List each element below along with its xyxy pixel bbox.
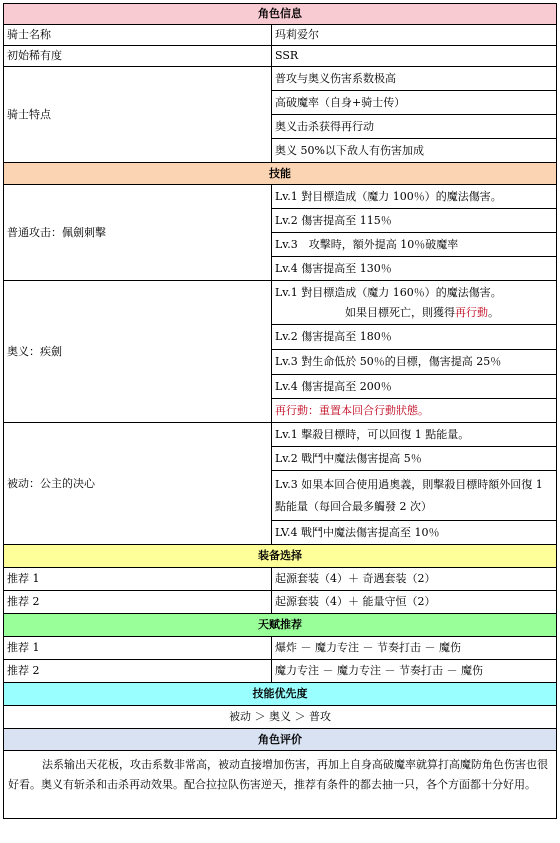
priority-value: 被动 ＞ 奥义 ＞ 普攻 bbox=[4, 706, 557, 729]
trait-item: 高破魔率（自身+骑士传） bbox=[272, 91, 557, 115]
skill-line: Lv.4 傷害提高至 200％ bbox=[272, 375, 557, 399]
trait-item: 奥义 50%以下敌人有伤害加成 bbox=[272, 139, 557, 163]
talent-value: 爆炸 － 魔力专注 － 节奏打击 － 魔伤 bbox=[272, 637, 557, 660]
equip-value: 起源套装（4）＋ 奇遇套装（2） bbox=[272, 568, 557, 591]
section-header-equip: 装备选择 bbox=[4, 545, 557, 568]
section-header-talent: 天赋推荐 bbox=[4, 614, 557, 637]
extra-action-note: 再行動：重置本回合行動狀態。 bbox=[272, 399, 557, 423]
ultimate-label: 奥义：疾劍 bbox=[4, 281, 272, 423]
name-label: 骑士名称 bbox=[4, 25, 272, 46]
trait-item: 普攻与奥义伤害系数极高 bbox=[272, 67, 557, 91]
talent-label: 推荐 1 bbox=[4, 637, 272, 660]
skill-line: Lv.3 如果本回合使用過奧義，則擊殺目標時額外回復 1 點能量（每回合最多觸發 2 次） bbox=[272, 471, 557, 521]
talent-label: 推荐 2 bbox=[4, 660, 272, 683]
trait-item: 奥义击杀获得再行动 bbox=[272, 115, 557, 139]
guide-table bbox=[3, 3, 557, 819]
skill-line: Lv.3 對生命低於 50％的目標，傷害提高 25％ bbox=[272, 350, 557, 375]
skill-line bbox=[272, 281, 557, 325]
rarity-label: 初始稀有度 bbox=[4, 46, 272, 67]
ult-lv1-cont bbox=[275, 303, 553, 323]
passive-label: 被动：公主的决心 bbox=[4, 423, 272, 545]
skill-line: Lv.4 傷害提高至 130％ bbox=[272, 257, 557, 281]
rarity-value: SSR bbox=[272, 46, 557, 67]
section-header-skills: 技能 bbox=[4, 163, 557, 185]
ult-lv1-cont-end: 。 bbox=[488, 305, 499, 319]
skill-line: Lv.1 對目標造成（魔力 100％）的魔法傷害。 bbox=[272, 185, 557, 209]
skill-line: Lv.2 戰鬥中魔法傷害提高 5％ bbox=[272, 447, 557, 471]
skill-line: Lv.2 傷害提高至 180％ bbox=[272, 325, 557, 350]
skill-line: LV.4 戰鬥中魔法傷害提高至 10％ bbox=[272, 521, 557, 545]
extra-action-term: 再行動 bbox=[455, 305, 488, 319]
talent-value: 魔力专注 － 魔力专注 － 节奏打击 － 魔伤 bbox=[272, 660, 557, 683]
ult-lv1-cont-text: 如果目標死亡，則獲得 bbox=[345, 305, 455, 319]
section-header-priority: 技能优先度 bbox=[4, 683, 557, 706]
character-guide bbox=[3, 3, 556, 819]
equip-label: 推荐 2 bbox=[4, 591, 272, 614]
skill-line: Lv.2 傷害提高至 115％ bbox=[272, 209, 557, 233]
equip-label: 推荐 1 bbox=[4, 568, 272, 591]
skill-line: Lv.3 攻擊時，額外提高 10％破魔率 bbox=[272, 233, 557, 257]
name-value: 玛莉爱尔 bbox=[272, 25, 557, 46]
review-text: 法系输出天花板，攻击系数非常高，被动直接增加伤害，再加上自身高破魔率就算打高魔防角色伤害也很好看。奥义有斩杀和击杀再动效果。配合拉拉队伤害逆天，推荐有条件的都去抽一只，各个方面都十分好用。 bbox=[4, 751, 557, 819]
ult-lv1-text: Lv.1 對目標造成（魔力 160％）的魔法傷害。 bbox=[275, 285, 502, 299]
section-header-info: 角色信息 bbox=[4, 4, 557, 25]
skill-line: Lv.1 擊殺目標時，可以回復 1 點能量。 bbox=[272, 423, 557, 447]
section-header-review: 角色评价 bbox=[4, 729, 557, 751]
traits-label: 骑士特点 bbox=[4, 67, 272, 163]
normal-attack-label: 普通攻击：佩劍刺擊 bbox=[4, 185, 272, 281]
equip-value: 起源套装（4）＋ 能量守恒（2） bbox=[272, 591, 557, 614]
